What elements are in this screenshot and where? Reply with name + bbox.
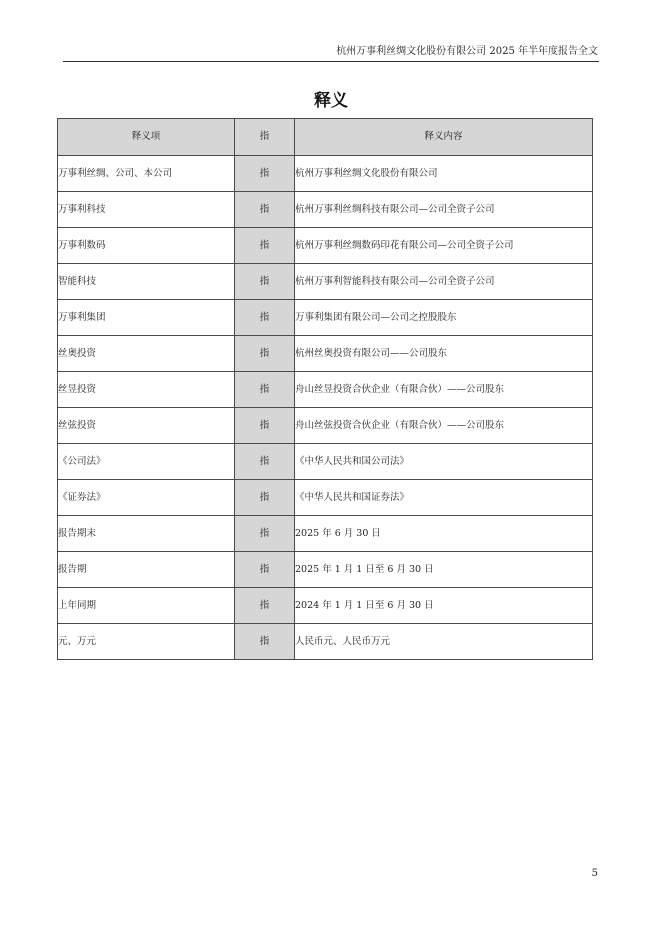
term-cell: 万事利丝绸、公司、本公司 <box>58 156 235 192</box>
definitions-table <box>57 118 593 660</box>
table-header-row <box>58 119 593 156</box>
ref-cell: 指 <box>235 588 295 624</box>
term-cell: 报告期 <box>58 552 235 588</box>
ref-cell: 指 <box>235 516 295 552</box>
column-header-desc: 释义内容 <box>295 119 593 156</box>
desc-cell: 杭州万事利智能科技有限公司—公司全资子公司 <box>295 264 593 300</box>
ref-cell: 指 <box>235 408 295 444</box>
ref-cell: 指 <box>235 552 295 588</box>
desc-cell: 舟山丝弦投资合伙企业（有限合伙）——公司股东 <box>295 408 593 444</box>
ref-cell: 指 <box>235 228 295 264</box>
term-cell: 《证券法》 <box>58 480 235 516</box>
table-row <box>58 480 593 516</box>
desc-cell: 万事利集团有限公司—公司之控股股东 <box>295 300 593 336</box>
page-number: 5 <box>591 868 598 879</box>
ref-cell: 指 <box>235 300 295 336</box>
page-title: 释义 <box>314 91 348 111</box>
desc-cell: 2025 年 6 月 30 日 <box>295 516 593 552</box>
ref-cell: 指 <box>235 372 295 408</box>
ref-cell: 指 <box>235 336 295 372</box>
table-body <box>58 156 593 660</box>
ref-cell: 指 <box>235 156 295 192</box>
desc-cell: 2024 年 1 月 1 日至 6 月 30 日 <box>295 588 593 624</box>
table-row <box>58 372 593 408</box>
table-row <box>58 624 593 660</box>
term-cell: 智能科技 <box>58 264 235 300</box>
term-cell: 报告期末 <box>58 516 235 552</box>
table-row <box>58 444 593 480</box>
desc-cell: 杭州万事利丝绸科技有限公司—公司全资子公司 <box>295 192 593 228</box>
desc-cell: 杭州丝奥投资有限公司——公司股东 <box>295 336 593 372</box>
ref-cell: 指 <box>235 624 295 660</box>
table-row <box>58 228 593 264</box>
table-row <box>58 552 593 588</box>
column-header-term: 释义项 <box>58 119 235 156</box>
term-cell: 丝弦投资 <box>58 408 235 444</box>
desc-cell: 杭州万事利丝绸文化股份有限公司 <box>295 156 593 192</box>
desc-cell: 人民币元、人民币万元 <box>295 624 593 660</box>
table-row <box>58 408 593 444</box>
term-cell: 丝奥投资 <box>58 336 235 372</box>
term-cell: 万事利数码 <box>58 228 235 264</box>
desc-cell: 舟山丝昱投资合伙企业（有限合伙）——公司股东 <box>295 372 593 408</box>
ref-cell: 指 <box>235 444 295 480</box>
desc-cell: 《中华人民共和国公司法》 <box>295 444 593 480</box>
column-header-ref: 指 <box>235 119 295 156</box>
table-row <box>58 300 593 336</box>
desc-cell: 2025 年 1 月 1 日至 6 月 30 日 <box>295 552 593 588</box>
term-cell: 元、万元 <box>58 624 235 660</box>
running-header: 杭州万事利丝绸文化股份有限公司 2025 年半年度报告全文 <box>336 46 598 57</box>
ref-cell: 指 <box>235 192 295 228</box>
term-cell: 丝昱投资 <box>58 372 235 408</box>
table-row <box>58 588 593 624</box>
desc-cell: 杭州万事利丝绸数码印花有限公司—公司全资子公司 <box>295 228 593 264</box>
term-cell: 《公司法》 <box>58 444 235 480</box>
table-row <box>58 192 593 228</box>
ref-cell: 指 <box>235 480 295 516</box>
term-cell: 万事利科技 <box>58 192 235 228</box>
ref-cell: 指 <box>235 264 295 300</box>
table-row <box>58 264 593 300</box>
table-row <box>58 516 593 552</box>
term-cell: 万事利集团 <box>58 300 235 336</box>
header-rule <box>63 61 599 62</box>
term-cell: 上年同期 <box>58 588 235 624</box>
desc-cell: 《中华人民共和国证券法》 <box>295 480 593 516</box>
table-row <box>58 156 593 192</box>
table-row <box>58 336 593 372</box>
